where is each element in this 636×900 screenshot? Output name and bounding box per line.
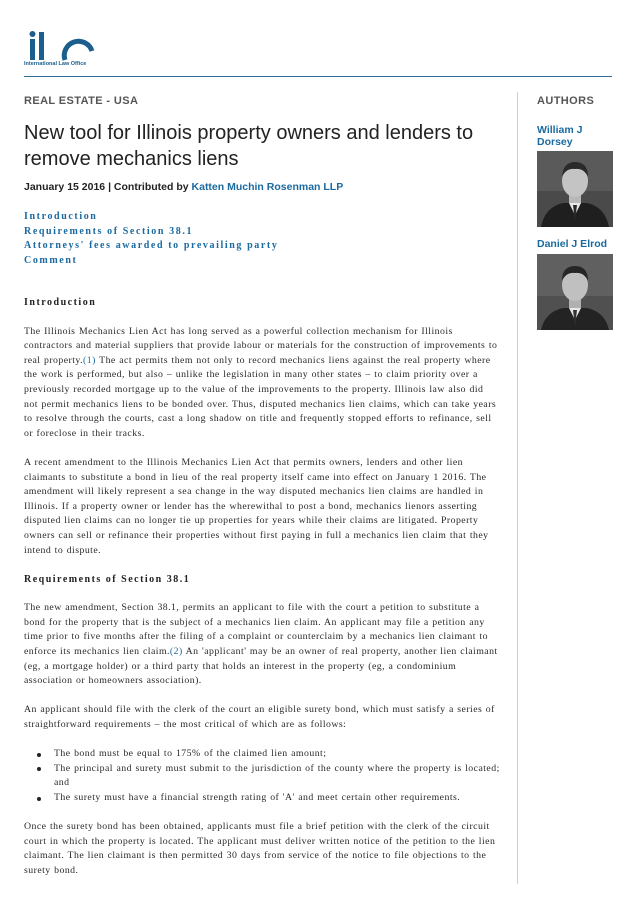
author-name-link[interactable]: William J Dorsey (537, 124, 583, 148)
article-title: New tool for Illinois property owners and lenders to remove mechanics liens (24, 122, 474, 170)
paragraph-3-text-cont: An 'applicant' may be an owner of real property, another lien claimant (eg, a mortgage holder) or a third party that holds an interest in the property (eg, a condominium association or homeowners association). (24, 646, 498, 687)
table-of-contents (24, 210, 278, 268)
paragraph-5: Once the surety bond has been obtained, applicants must file a brief petition with the clerk of the circuit court in which the property is located. The applicant must deliver written notice of the petition to the lien claimant. The lien claimant is then permitted 30 days from service of the notice to file objections to the surety bond. (24, 821, 496, 876)
author-portrait-image (537, 151, 613, 227)
author-portrait-image (537, 254, 613, 330)
footnote-link-1[interactable]: (1) (83, 354, 96, 366)
paragraph-3-text: The new amendment, Section 38.1, permits an applicant to file with the court a petition to substitute a bond for the property that is the subject of a mechanics lien claim. An applicant may file a petition any time prior to five months after the filing of a complaint or counterclaim by a mechanics lien claimant to enforce its mechanics lien claim. (24, 602, 488, 658)
paragraph-1-text-cont: The act permits them not only to record mechanics liens against the real property where the work is performed, but also – unlike the legislation in many other states – to claim priority over a previously recorded mortgage up to the value of the improvements to the property. Illinois law also did not permit mechanics liens to be bonded over. Thus, disputed mechanics lien claims, which can take years to resolve through the courts, cast a long shadow on title and frequently stopped efforts to refinance, sell or foreclose in their tracks. (24, 354, 497, 439)
logo-text: International Law Office (24, 61, 87, 67)
toc-link-requirements[interactable]: Requirements of Section 38.1 (24, 225, 194, 237)
header-rule (24, 76, 612, 77)
list-item: The surety must have a financial strength rating of 'A' and meet certain other requirements. (24, 791, 500, 806)
category-label: REAL ESTATE - USA (24, 95, 139, 107)
paragraph-1-text: The Illinois Mechanics Lien Act has long served as a powerful collection mechanism for Illinois contractors and material suppliers that provide labour or materials for the construction of improvements to real property. (24, 325, 498, 366)
toc-link-comment[interactable]: Comment (24, 254, 78, 266)
paragraph-1 (24, 325, 500, 442)
requirements-list (24, 747, 500, 805)
list-item: The bond must be equal to 175% of the claimed lien amount; (24, 747, 500, 762)
dateline (24, 181, 343, 193)
toc-link-attorneys-fees[interactable]: Attorneys' fees awarded to prevailing party (24, 240, 279, 251)
contributor-link[interactable]: Katten Muchin Rosenman LLP (191, 181, 344, 193)
article-body (24, 296, 500, 893)
section-heading-introduction: Introduction (24, 297, 97, 308)
author-photo[interactable] (537, 151, 613, 227)
author-name-link[interactable]: Daniel J Elrod (537, 238, 608, 250)
toc-link-introduction[interactable]: Introduction (24, 211, 98, 222)
paragraph-3 (24, 601, 500, 689)
paragraph-4: An applicant should file with the clerk of the court an eligible surety bond, which must satisfy a series of straightforward requirements – the most critical of which are as follows: (24, 704, 495, 731)
paragraph-2: A recent amendment to the Illinois Mechanics Lien Act that permits owners, lenders and other lien claimants to substitute a bond in lieu of the real property itself came into effect on January 1 2016. The amendment will likely represent a sea change in the way disputed mechanics lien claims are handled in Illinois. If a property owner or lender has the wherewithal to post a bond, mechanics lienors asserting disputed lien claims can no longer tie up properties for years while their claims are litigated. Property owners can sell or refinance their properties without first paying in full a mechanics lien claim that they intend to dispute. (24, 456, 489, 556)
author-photo[interactable] (537, 254, 613, 330)
column-divider (517, 92, 518, 884)
contributed-by-label: | Contributed by (105, 181, 192, 193)
authors-heading: AUTHORS (537, 95, 595, 107)
publish-date: January 15 2016 (24, 181, 106, 193)
footnote-link-2[interactable]: (2) (169, 646, 183, 658)
list-item: The principal and surety must submit to the jurisdiction of the county where the property is located; and (24, 762, 500, 791)
section-heading-requirements: Requirements of Section 38.1 (24, 573, 191, 585)
